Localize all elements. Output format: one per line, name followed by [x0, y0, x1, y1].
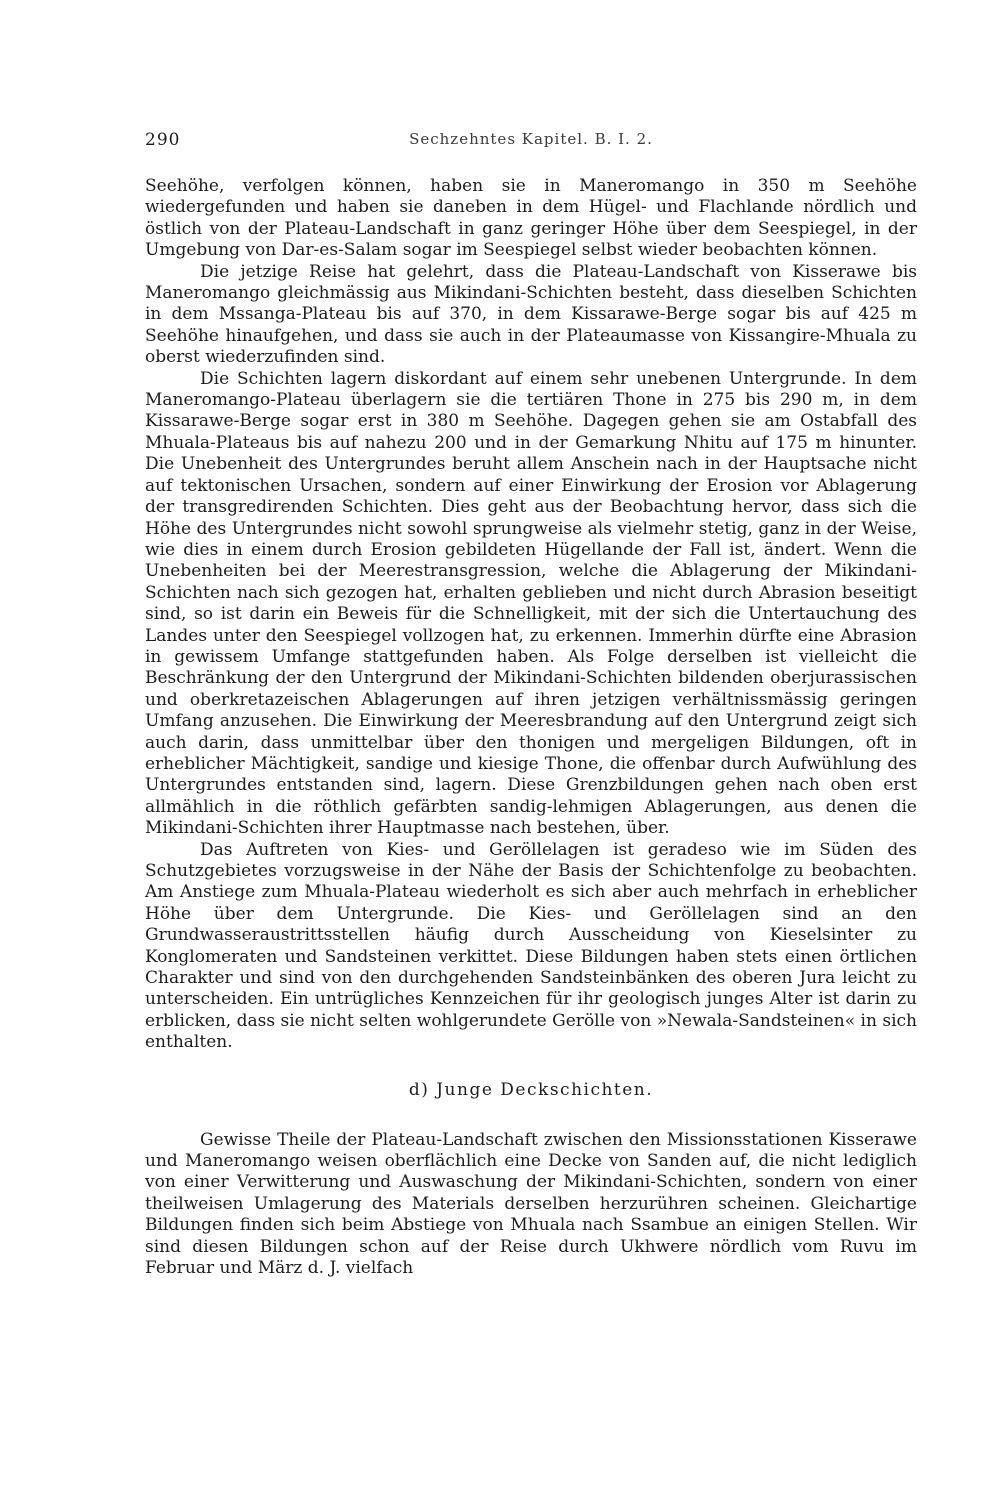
book-page	[145, 130, 917, 1280]
chapter-title: Sechzehntes Kapitel. B. I. 2.	[409, 130, 653, 148]
body-text	[145, 176, 917, 1280]
paragraph: Gewisse Theile der Plateau-Landschaft zwischen den Missionsstationen Kisserawe und Maneromango weisen oberflächlich eine Decke von Sanden auf, die nicht lediglich von einer Verwitterung und Auswaschung der Mikindani-Schichten, sondern von einer theilweisen Umlagerung des Materials derselben herzurühren scheinen. Gleichartige Bildungen finden sich beim Abstiege von Mhuala nach Ssambue an einigen Stellen. Wir sind diesen Bildungen schon auf der Reise durch Ukhwere nördlich vom Ruvu im Februar und März d. J. vielfach	[145, 1129, 917, 1279]
page-number: 290	[145, 130, 181, 150]
paragraph: Die Schichten lagern diskordant auf einem sehr unebenen Untergrunde. In dem Maneromango-Plateau überlagern sie die tertiären Thone in 275 bis 290 m, in dem Kissarawe-Berge sogar erst in 380 m Seehöhe. Dagegen gehen sie am Ostabfall des Mhuala-Plateaus bis auf nahezu 200 und in der Gemarkung Nhitu auf 175 m hinunter. Die Unebenheit des Untergrundes beruht allem Anschein nach in der Hauptsache nicht auf tektonischen Ursachen, sondern auf einer Einwirkung der Erosion vor Ablagerung der transgredirenden Schichten. Dies geht aus der Beobachtung hervor, dass sich die Höhe des Untergrundes nicht sowohl sprungweise als vielmehr stetig, ganz in der Weise, wie dies in einem durch Erosion gebildeten Hügellande der Fall ist, ändert. Wenn die Unebenheiten bei der Meerestransgression, welche die Ablagerung der Mikindani-Schichten nach sich gezogen hat, erhalten geblieben und nicht durch Abrasion beseitigt sind, so ist darin ein Beweis für die Schnelligkeit, mit der sich die Untertauchung des Landes unter den Seespiegel vollzogen hat, zu erkennen. Immerhin dürfte eine Abrasion in gewissem Umfange stattgefunden haben. Als Folge derselben ist vielleicht die Beschränkung der den Untergrund der Mikindani-Schichten bildenden oberjurassischen und oberkretazeischen Ablagerungen auf ihren jetzigen verhältnissmässig geringen Umfang anzusehen. Die Einwirkung der Meeresbrandung auf den Untergrund zeigt sich auch darin, dass unmittelbar über den thonigen und mergeligen Bildungen, oft in erheblicher Mächtigkeit, sandige und kiesige Thone, die offenbar durch Aufwühlung des Untergrundes entstanden sind, lagern. Diese Grenzbildungen gehen nach oben erst allmählich in die röthlich gefärbten sandig-lehmigen Ablagerungen, aus denen die Mikindani-Schichten ihrer Hauptmasse nach bestehen, über.	[145, 368, 917, 839]
paragraph: Das Auftreten von Kies- und Geröllelagen ist geradeso wie im Süden des Schutzgebietes vorzugsweise in der Nähe der Basis der Schichtenfolge zu beobachten. Am Anstiege zum Mhuala-Plateau wiederholt es sich aber auch mehrfach in erheblicher Höhe über dem Untergrunde. Die Kies- und Geröllelagen sind an den Grundwasseraustrittsstellen häufig durch Ausscheidung von Kieselsinter zu Konglomeraten und Sandsteinen verkittet. Diese Bildungen haben stets einen örtlichen Charakter und sind von den durchgehenden Sandsteinbänken des oberen Jura leicht zu unterscheiden. Ein untrügliches Kennzeichen für ihr geologisch junges Alter ist darin zu erblicken, dass sie nicht selten wohlgerundete Gerölle von »Newala-Sandsteinen« in sich enthalten.	[145, 839, 917, 1053]
paragraph: Die jetzige Reise hat gelehrt, dass die Plateau-Landschaft von Kisserawe bis Maneromango gleichmässig aus Mikindani-Schichten besteht, dass dieselben Schichten in dem Mssanga-Plateau bis auf 370, in dem Kissarawe-Berge sogar bis auf 425 m Seehöhe hinaufgehen, und dass sie auch in der Plateaumasse von Kissangire-Mhuala zu oberst wiederzufinden sind.	[145, 261, 917, 368]
paragraph: Seehöhe, verfolgen können, haben sie in Maneromango in 350 m Seehöhe wiedergefunden und haben sie daneben in dem Hügel- und Flachlande nördlich und östlich von der Plateau-Landschaft in ganz geringer Höhe über dem Seespiegel, in der Umgebung von Dar-es-Salam sogar im Seespiegel selbst wieder beobachten können.	[145, 176, 917, 261]
running-head	[145, 130, 917, 156]
section-heading: d) Junge Deckschichten.	[408, 1079, 654, 1100]
